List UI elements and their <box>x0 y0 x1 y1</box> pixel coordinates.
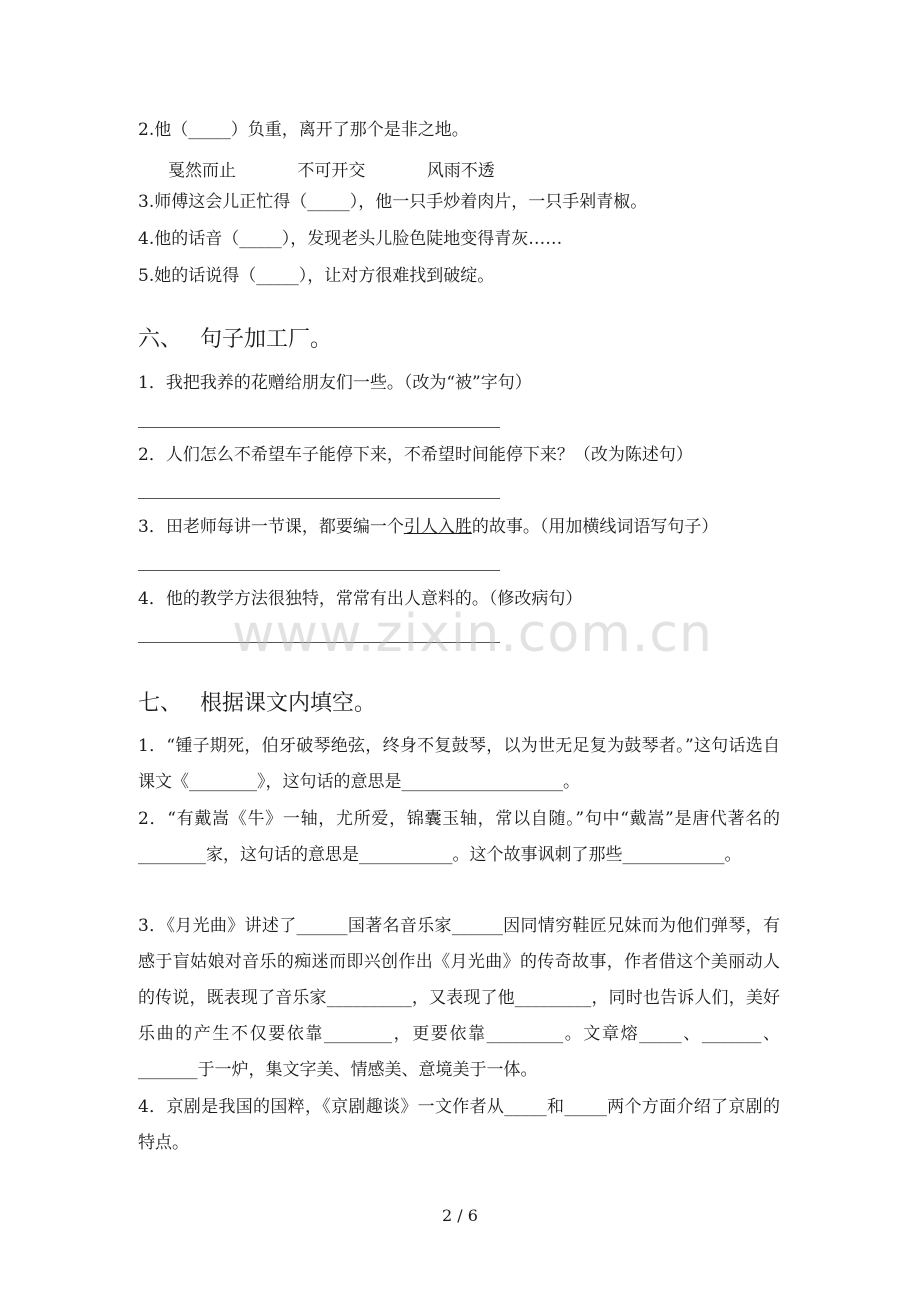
section-6-title: 句子加工厂。 <box>200 327 333 352</box>
section-7-heading <box>138 690 376 718</box>
underlined-phrase: 引人入胜 <box>403 517 472 537</box>
page-number: 2 / 6 <box>442 1206 478 1225</box>
question-7-3: 3．《月光曲》讲述了______国著名音乐家______因同情穷鞋匠兄妹而为他们弹琴，有感于盲姑娘对音乐的痴迷而即兴创作出《月光曲》的传奇故事，作者借这个美丽动人的传说，既表现了音乐家__________，又表现了他_________，同时也告诉人们，美好乐曲的产生不仅要依靠________，更要依靠_________。文章熔_____、_______、_______于一炉，集文字美、情感美、意境美于一体。 <box>138 916 780 1080</box>
question-7-4: 4．京剧是我国的国粹，《京剧趣谈》一文作者从_____和_____两个方面介绍了京剧的特点。 <box>138 1097 780 1153</box>
word-options <box>168 156 551 181</box>
question-5-2: 2.他（_____）负重，离开了那个是非之地。 <box>138 120 469 140</box>
question-6-3-instruction: 的故事。（用加横线词语写句子） <box>471 517 719 537</box>
question-6-4: 4．他的教学方法很独特，常常有出人意料的。（修改病句） <box>138 589 583 609</box>
question-5-3: 3.师傅这会儿正忙得（_____），他一只手炒着肉片，一只手剁青椒。 <box>138 192 648 212</box>
question-6-3-text: 3．田老师每讲一节课，都要编一个 <box>138 517 404 537</box>
watermark: www.zixin.com.cn <box>232 604 713 664</box>
question-7-2: 2．“有戴嵩《牛》一轴，尤所爱，锦囊玉轴，常以自随。”句中“戴嵩”是唐代著名的________家，这句话的意思是___________。这个故事讽刺了那些____________。 <box>138 809 780 865</box>
option-2: 不可开交 <box>297 161 366 181</box>
answer-line-6-3[interactable] <box>138 570 500 571</box>
question-7-1: 1．“锺子期死，伯牙破琴绝弦，终身不复鼓琴，以为世无足复为鼓琴者。”这句话选自课文《________》，这句话的意思是___________________。 <box>138 736 780 792</box>
answer-line-6-2[interactable] <box>138 498 500 499</box>
section-7-title: 根据课文内填空。 <box>200 691 377 716</box>
question-5-4: 4.他的话音（_____），发现老头儿脸色陡地变得青灰…… <box>138 229 563 249</box>
option-3: 风雨不透 <box>426 161 495 181</box>
section-6-heading <box>138 326 332 354</box>
section-6-number: 六、 <box>138 327 183 352</box>
question-6-2: 2．人们怎么不希望车子能停下来，不希望时间能停下来？（改为陈述句） <box>138 445 693 465</box>
option-1: 戛然而止 <box>168 161 236 181</box>
question-5-5: 5.她的话说得（_____），让对方很难找到破绽。 <box>138 266 495 286</box>
question-6-3 <box>138 517 718 537</box>
question-6-1: 1．我把我养的花赠给朋友们一些。（改为“被”字句） <box>138 373 532 393</box>
section-7-number: 七、 <box>138 691 183 716</box>
answer-line-6-1[interactable] <box>138 427 500 428</box>
